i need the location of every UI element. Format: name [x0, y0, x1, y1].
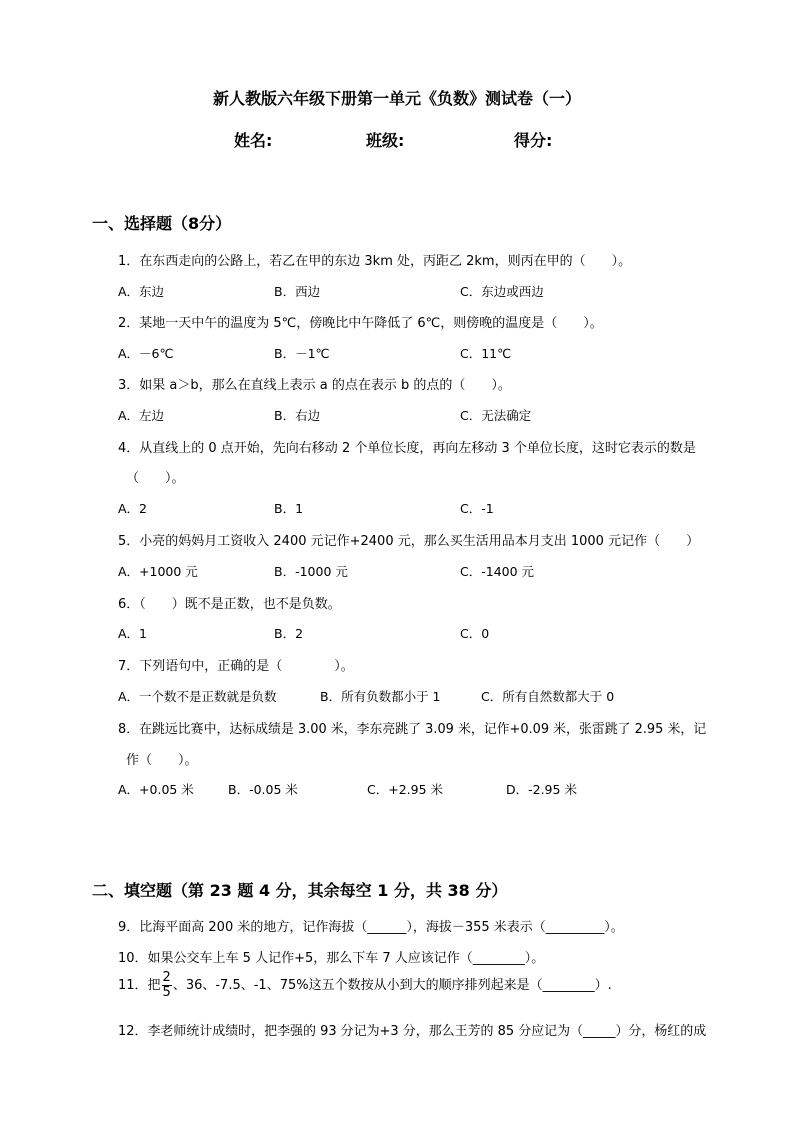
q5-option-c: C．-1400 元	[460, 564, 535, 579]
section-1-heading: 一、选择题（8分）	[92, 214, 232, 233]
q7-option-b: B．所有负数都小于 1	[320, 689, 441, 704]
q8-option-d: D．-2.95 米	[506, 782, 577, 797]
class-label: 班级:	[366, 131, 405, 150]
q6-option-c: C．0	[460, 626, 490, 641]
q5-option-a: A．+1000 元	[118, 564, 198, 579]
q7-option-c: C．所有自然数都大于 0	[481, 689, 615, 704]
q8-option-b: B．-0.05 米	[228, 782, 298, 797]
q2-option-b: B．－1℃	[274, 346, 330, 361]
question-4: 4．从直线上的 0 点开始，先向右移动 2 个单位长度，再向左移动 3 个单位长度，这时它表示的数是	[118, 441, 696, 456]
q3-option-a: A．左边	[118, 408, 165, 423]
score-label: 得分:	[514, 131, 553, 150]
q3-option-c: C．无法确定	[460, 408, 532, 423]
q8-option-a: A．+0.05 米	[118, 782, 194, 797]
q1-option-a: A．东边	[118, 284, 165, 299]
question-1: 1．在东西走向的公路上，若乙在甲的东边 3km 处，丙距乙 2km，则丙在甲的（ ）。	[118, 254, 632, 269]
question-8: 8．在跳远比赛中，达标成绩是 3.00 米，李东亮跳了 3.09 米，记作+0.09 米，张雷跳了 2.95 米，记	[118, 722, 707, 737]
q7-option-a: A．一个数不是正数就是负数	[118, 689, 277, 704]
q2-option-c: C．11℃	[460, 346, 512, 361]
question-7: 7．下列语句中，正确的是（ ）。	[118, 659, 354, 674]
q11-prefix: 11．把	[118, 978, 161, 993]
fraction-two-fifths	[162, 971, 172, 1000]
question-5: 5．小亮的妈妈月工资收入 2400 元记作+2400 元，那么买生活用品本月支出 1000 元记作（ ）	[118, 534, 700, 549]
question-2: 2．某地一天中午的温度为 5℃，傍晚比中午降低了 6℃，则傍晚的温度是（ ）。	[118, 316, 603, 331]
question-3: 3．如果 a＞b，那么在直线上表示 a 的点在表示 b 的点的（ ）。	[118, 378, 511, 393]
name-label: 姓名:	[234, 131, 273, 150]
q3-option-b: B．右边	[274, 408, 321, 423]
q1-option-c: C．东边或西边	[460, 284, 544, 299]
q5-option-b: B．-1000 元	[274, 564, 348, 579]
fraction-denominator: 5	[162, 985, 171, 1000]
q2-option-a: A．－6℃	[118, 346, 174, 361]
q1-option-b: B．西边	[274, 284, 321, 299]
q4-option-a: A．2	[118, 501, 148, 516]
question-4-continued: （ ）。	[126, 471, 185, 486]
question-11	[118, 971, 612, 1000]
page-title: 新人教版六年级下册第一单元《负数》测试卷（一）	[212, 89, 581, 108]
q11-suffix: 、36、-7.5、-1、75%这五个数按从小到大的顺序排列起来是（________）.	[172, 978, 612, 993]
question-9: 9．比海平面高 200 米的地方，记作海拔（______），海拔－355 米表示（_________）。	[118, 920, 624, 935]
question-10: 10．如果公交车上车 5 人记作+5，那么下车 7 人应该记作（________）。	[118, 951, 545, 966]
q8-option-c: C．+2.95 米	[367, 782, 444, 797]
q4-option-b: B．1	[274, 501, 304, 516]
q4-option-c: C．-1	[460, 501, 494, 516]
section-2-heading: 二、填空题（第 23 题 4 分，其余每空 1 分，共 38 分）	[92, 881, 508, 900]
q6-option-b: B．2	[274, 626, 304, 641]
question-12: 12．李老师统计成绩时，把李强的 93 分记为+3 分，那么王芳的 85 分应记为（_____）分，杨红的成	[118, 1024, 707, 1039]
question-6: 6．（ ）既不是正数，也不是负数。	[118, 597, 341, 612]
fraction-numerator: 2	[162, 970, 171, 985]
q6-option-a: A．1	[118, 626, 148, 641]
question-8-continued: 作（ ）。	[126, 753, 198, 768]
